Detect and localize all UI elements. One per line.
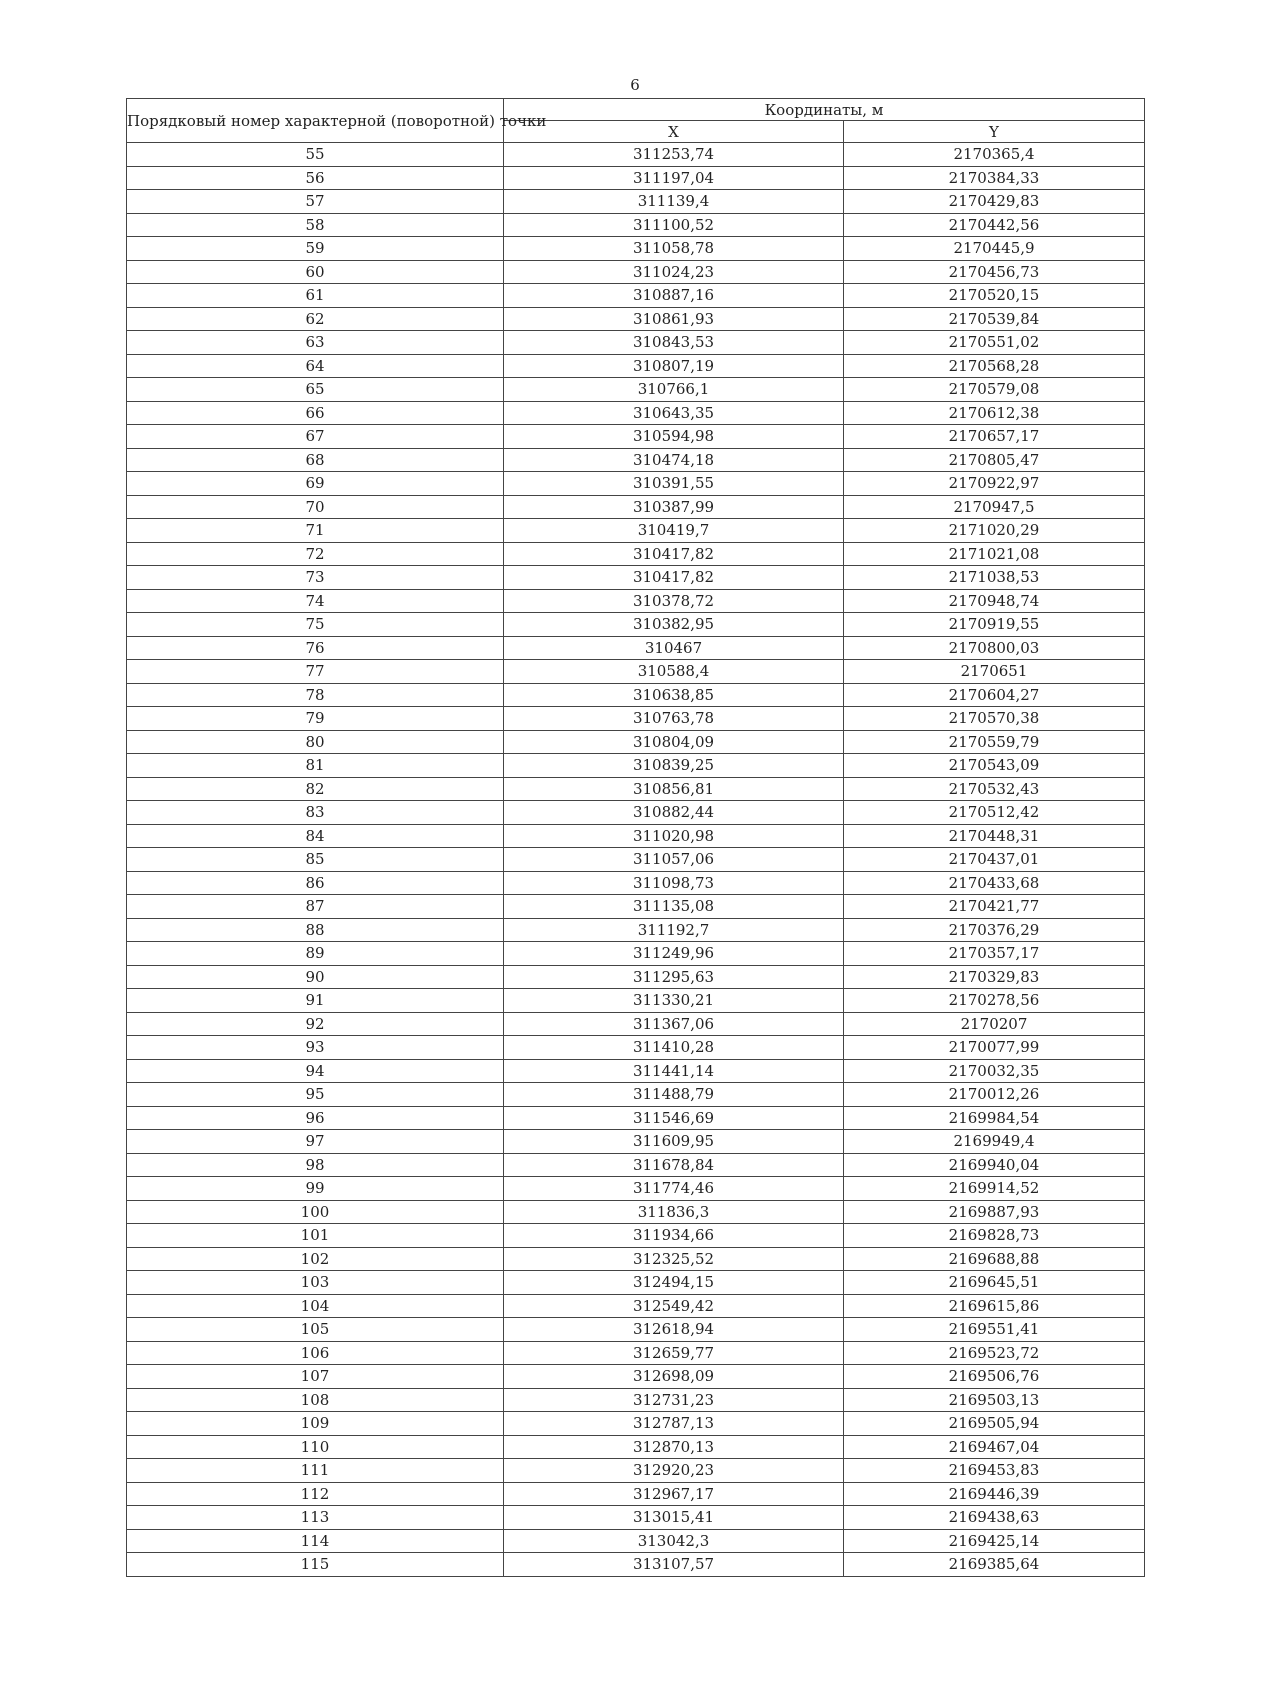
x-coordinate-cell: 311139,4 [504,190,844,214]
y-coordinate-cell: 2170805,47 [844,448,1145,472]
x-coordinate-cell: 311098,73 [504,871,844,895]
point-number-cell: 83 [127,801,504,825]
table-row [127,542,1145,566]
point-number-header: Порядковый номер характерной (поворотной) точки [127,99,504,143]
point-number-cell: 79 [127,707,504,731]
x-coordinate-cell: 311367,06 [504,1012,844,1036]
table-row [127,1388,1145,1412]
y-coordinate-cell: 2170077,99 [844,1036,1145,1060]
x-coordinate-cell: 313107,57 [504,1553,844,1577]
point-number-cell: 107 [127,1365,504,1389]
point-number-cell: 97 [127,1130,504,1154]
x-coordinate-cell: 311410,28 [504,1036,844,1060]
table-row [127,965,1145,989]
x-coordinate-cell: 310588,4 [504,660,844,684]
x-coordinate-cell: 311836,3 [504,1200,844,1224]
x-coordinate-cell: 311774,46 [504,1177,844,1201]
x-coordinate-cell: 312698,09 [504,1365,844,1389]
point-number-cell: 74 [127,589,504,613]
y-coordinate-cell: 2169984,54 [844,1106,1145,1130]
table-row [127,166,1145,190]
x-coordinate-cell: 310643,35 [504,401,844,425]
x-coordinate-cell: 311609,95 [504,1130,844,1154]
point-number-cell: 63 [127,331,504,355]
point-number-cell: 62 [127,307,504,331]
table-row [127,730,1145,754]
table-row [127,918,1145,942]
table-row [127,871,1145,895]
x-coordinate-cell: 310843,53 [504,331,844,355]
y-coordinate-cell: 2170532,43 [844,777,1145,801]
table-row [127,754,1145,778]
point-number-cell: 81 [127,754,504,778]
table-row [127,1036,1145,1060]
table-row [127,284,1145,308]
table-row [127,472,1145,496]
point-number-cell: 91 [127,989,504,1013]
point-number-cell: 66 [127,401,504,425]
table-row [127,683,1145,707]
coordinates-table [126,98,1145,1577]
table-row [127,1012,1145,1036]
y-coordinate-cell: 2170604,27 [844,683,1145,707]
table-row [127,1294,1145,1318]
x-coordinate-cell: 311488,79 [504,1083,844,1107]
table-row [127,660,1145,684]
y-coordinate-cell: 2170442,56 [844,213,1145,237]
y-coordinate-cell: 2170551,02 [844,331,1145,355]
y-coordinate-cell: 2169467,04 [844,1435,1145,1459]
table-row [127,1529,1145,1553]
x-coordinate-cell: 313015,41 [504,1506,844,1530]
x-coordinate-cell: 310382,95 [504,613,844,637]
point-number-cell: 89 [127,942,504,966]
table-row [127,354,1145,378]
table-row [127,1341,1145,1365]
x-coordinate-cell: 310417,82 [504,542,844,566]
y-coordinate-cell: 2169688,88 [844,1247,1145,1271]
table-row [127,1482,1145,1506]
table-row [127,777,1145,801]
y-coordinate-cell: 2170657,17 [844,425,1145,449]
x-coordinate-cell: 312967,17 [504,1482,844,1506]
y-coordinate-cell: 2170012,26 [844,1083,1145,1107]
x-column-header: X [504,121,844,143]
page-number: 6 [630,76,640,94]
x-coordinate-cell: 311678,84 [504,1153,844,1177]
y-coordinate-cell: 2170421,77 [844,895,1145,919]
y-coordinate-cell: 2170568,28 [844,354,1145,378]
point-number-cell: 102 [127,1247,504,1271]
point-number-cell: 86 [127,871,504,895]
x-coordinate-cell: 310638,85 [504,683,844,707]
x-coordinate-cell: 310882,44 [504,801,844,825]
point-number-cell: 84 [127,824,504,848]
point-number-cell: 76 [127,636,504,660]
x-coordinate-cell: 312920,23 [504,1459,844,1483]
y-coordinate-cell: 2170922,97 [844,472,1145,496]
x-coordinate-cell: 312870,13 [504,1435,844,1459]
table-row [127,566,1145,590]
y-coordinate-cell: 2170433,68 [844,871,1145,895]
point-number-cell: 111 [127,1459,504,1483]
y-coordinate-cell: 2169523,72 [844,1341,1145,1365]
y-coordinate-cell: 2170376,29 [844,918,1145,942]
table-row [127,448,1145,472]
y-coordinate-cell: 2170520,15 [844,284,1145,308]
x-coordinate-cell: 310474,18 [504,448,844,472]
point-number-cell: 112 [127,1482,504,1506]
y-coordinate-cell: 2170445,9 [844,237,1145,261]
table-row [127,895,1145,919]
table-row [127,1435,1145,1459]
y-coordinate-cell: 2170032,35 [844,1059,1145,1083]
table-row [127,1153,1145,1177]
table-row [127,1083,1145,1107]
point-number-cell: 95 [127,1083,504,1107]
point-number-cell: 94 [127,1059,504,1083]
y-coordinate-cell: 2170919,55 [844,613,1145,637]
point-number-cell: 56 [127,166,504,190]
table-row [127,942,1145,966]
x-coordinate-cell: 311295,63 [504,965,844,989]
point-number-cell: 109 [127,1412,504,1436]
x-coordinate-cell: 311934,66 [504,1224,844,1248]
x-coordinate-cell: 310391,55 [504,472,844,496]
table-row [127,1412,1145,1436]
x-coordinate-cell: 311135,08 [504,895,844,919]
table-row [127,1459,1145,1483]
x-coordinate-cell: 311197,04 [504,166,844,190]
y-coordinate-cell: 2170278,56 [844,989,1145,1013]
table-row [127,1200,1145,1224]
point-number-cell: 106 [127,1341,504,1365]
x-coordinate-cell: 312325,52 [504,1247,844,1271]
x-coordinate-cell: 310766,1 [504,378,844,402]
y-coordinate-cell: 2169828,73 [844,1224,1145,1248]
table-row [127,707,1145,731]
x-coordinate-cell: 310887,16 [504,284,844,308]
x-coordinate-cell: 313042,3 [504,1529,844,1553]
point-number-cell: 75 [127,613,504,637]
point-number-cell: 104 [127,1294,504,1318]
table-row [127,190,1145,214]
point-number-cell: 72 [127,542,504,566]
y-coordinate-cell: 2170512,42 [844,801,1145,825]
table-row [127,519,1145,543]
coordinates-header: Координаты, м [504,99,1145,121]
table-row [127,307,1145,331]
y-coordinate-cell: 2169425,14 [844,1529,1145,1553]
point-number-cell: 73 [127,566,504,590]
x-coordinate-cell: 310594,98 [504,425,844,449]
y-coordinate-cell: 2170570,38 [844,707,1145,731]
point-number-cell: 98 [127,1153,504,1177]
table-row [127,848,1145,872]
point-number-cell: 67 [127,425,504,449]
point-number-cell: 115 [127,1553,504,1577]
y-coordinate-cell: 2171021,08 [844,542,1145,566]
y-coordinate-cell: 2170365,4 [844,143,1145,167]
point-number-cell: 114 [127,1529,504,1553]
y-coordinate-cell: 2169438,63 [844,1506,1145,1530]
point-number-cell: 87 [127,895,504,919]
x-coordinate-cell: 312549,42 [504,1294,844,1318]
x-coordinate-cell: 310804,09 [504,730,844,754]
y-coordinate-cell: 2170357,17 [844,942,1145,966]
y-coordinate-cell: 2170948,74 [844,589,1145,613]
point-number-cell: 105 [127,1318,504,1342]
x-coordinate-cell: 310856,81 [504,777,844,801]
table-row [127,1224,1145,1248]
x-coordinate-cell: 311546,69 [504,1106,844,1130]
table-row [127,237,1145,261]
table-row [127,260,1145,284]
x-coordinate-cell: 311330,21 [504,989,844,1013]
y-coordinate-cell: 2170612,38 [844,401,1145,425]
x-coordinate-cell: 311249,96 [504,942,844,966]
point-number-cell: 113 [127,1506,504,1530]
x-coordinate-cell: 311057,06 [504,848,844,872]
x-coordinate-cell: 310467 [504,636,844,660]
y-coordinate-cell: 2169645,51 [844,1271,1145,1295]
y-coordinate-cell: 2169506,76 [844,1365,1145,1389]
x-coordinate-cell: 311020,98 [504,824,844,848]
table-row [127,425,1145,449]
x-coordinate-cell: 311100,52 [504,213,844,237]
y-coordinate-cell: 2170559,79 [844,730,1145,754]
point-number-cell: 110 [127,1435,504,1459]
table-row [127,1247,1145,1271]
y-coordinate-cell: 2169949,4 [844,1130,1145,1154]
point-number-cell: 60 [127,260,504,284]
y-coordinate-cell: 2170207 [844,1012,1145,1036]
point-number-cell: 57 [127,190,504,214]
y-coordinate-cell: 2170947,5 [844,495,1145,519]
y-coordinate-cell: 2169505,94 [844,1412,1145,1436]
y-coordinate-cell: 2169940,04 [844,1153,1145,1177]
table-row [127,143,1145,167]
table-row [127,1365,1145,1389]
table-row [127,213,1145,237]
x-coordinate-cell: 312659,77 [504,1341,844,1365]
x-coordinate-cell: 311192,7 [504,918,844,942]
x-coordinate-cell: 310387,99 [504,495,844,519]
table-row [127,1177,1145,1201]
x-coordinate-cell: 311441,14 [504,1059,844,1083]
y-coordinate-cell: 2169551,41 [844,1318,1145,1342]
x-coordinate-cell: 310378,72 [504,589,844,613]
y-column-header: Y [844,121,1145,143]
point-number-cell: 103 [127,1271,504,1295]
y-coordinate-cell: 2169453,83 [844,1459,1145,1483]
point-number-cell: 100 [127,1200,504,1224]
point-number-cell: 55 [127,143,504,167]
y-coordinate-cell: 2170800,03 [844,636,1145,660]
point-number-cell: 93 [127,1036,504,1060]
y-coordinate-cell: 2170329,83 [844,965,1145,989]
table-row [127,1506,1145,1530]
table-row [127,801,1145,825]
table-row [127,1271,1145,1295]
y-coordinate-cell: 2170539,84 [844,307,1145,331]
table-row [127,824,1145,848]
y-coordinate-cell: 2169887,93 [844,1200,1145,1224]
x-coordinate-cell: 310417,82 [504,566,844,590]
point-number-cell: 69 [127,472,504,496]
point-number-cell: 85 [127,848,504,872]
x-coordinate-cell: 310763,78 [504,707,844,731]
x-coordinate-cell: 312618,94 [504,1318,844,1342]
point-number-cell: 58 [127,213,504,237]
x-coordinate-cell: 311058,78 [504,237,844,261]
y-coordinate-cell: 2170651 [844,660,1145,684]
x-coordinate-cell: 311024,23 [504,260,844,284]
point-number-cell: 59 [127,237,504,261]
table-row [127,1106,1145,1130]
table-row [127,401,1145,425]
point-number-cell: 108 [127,1388,504,1412]
y-coordinate-cell: 2170429,83 [844,190,1145,214]
table-row [127,613,1145,637]
y-coordinate-cell: 2169385,64 [844,1553,1145,1577]
table-row [127,589,1145,613]
y-coordinate-cell: 2169914,52 [844,1177,1145,1201]
y-coordinate-cell: 2170579,08 [844,378,1145,402]
x-coordinate-cell: 312731,23 [504,1388,844,1412]
y-coordinate-cell: 2170384,33 [844,166,1145,190]
point-number-cell: 90 [127,965,504,989]
x-coordinate-cell: 312787,13 [504,1412,844,1436]
table-row [127,1059,1145,1083]
table-row [127,1318,1145,1342]
table-row [127,331,1145,355]
point-number-cell: 92 [127,1012,504,1036]
point-number-cell: 70 [127,495,504,519]
y-coordinate-cell: 2171038,53 [844,566,1145,590]
table-row [127,636,1145,660]
y-coordinate-cell: 2169615,86 [844,1294,1145,1318]
table-row [127,378,1145,402]
x-coordinate-cell: 310839,25 [504,754,844,778]
x-coordinate-cell: 310419,7 [504,519,844,543]
y-coordinate-cell: 2170448,31 [844,824,1145,848]
table-row [127,1130,1145,1154]
y-coordinate-cell: 2170543,09 [844,754,1145,778]
point-number-cell: 65 [127,378,504,402]
point-number-cell: 99 [127,1177,504,1201]
table-row [127,495,1145,519]
x-coordinate-cell: 310861,93 [504,307,844,331]
x-coordinate-cell: 310807,19 [504,354,844,378]
point-number-cell: 78 [127,683,504,707]
table-row [127,989,1145,1013]
y-coordinate-cell: 2170437,01 [844,848,1145,872]
point-number-cell: 64 [127,354,504,378]
y-coordinate-cell: 2169503,13 [844,1388,1145,1412]
point-number-cell: 88 [127,918,504,942]
x-coordinate-cell: 312494,15 [504,1271,844,1295]
point-number-cell: 61 [127,284,504,308]
point-number-cell: 80 [127,730,504,754]
point-number-cell: 101 [127,1224,504,1248]
y-coordinate-cell: 2170456,73 [844,260,1145,284]
point-number-cell: 82 [127,777,504,801]
point-number-cell: 77 [127,660,504,684]
point-number-cell: 71 [127,519,504,543]
y-coordinate-cell: 2171020,29 [844,519,1145,543]
x-coordinate-cell: 311253,74 [504,143,844,167]
table-row [127,1553,1145,1577]
point-number-cell: 68 [127,448,504,472]
y-coordinate-cell: 2169446,39 [844,1482,1145,1506]
point-number-cell: 96 [127,1106,504,1130]
